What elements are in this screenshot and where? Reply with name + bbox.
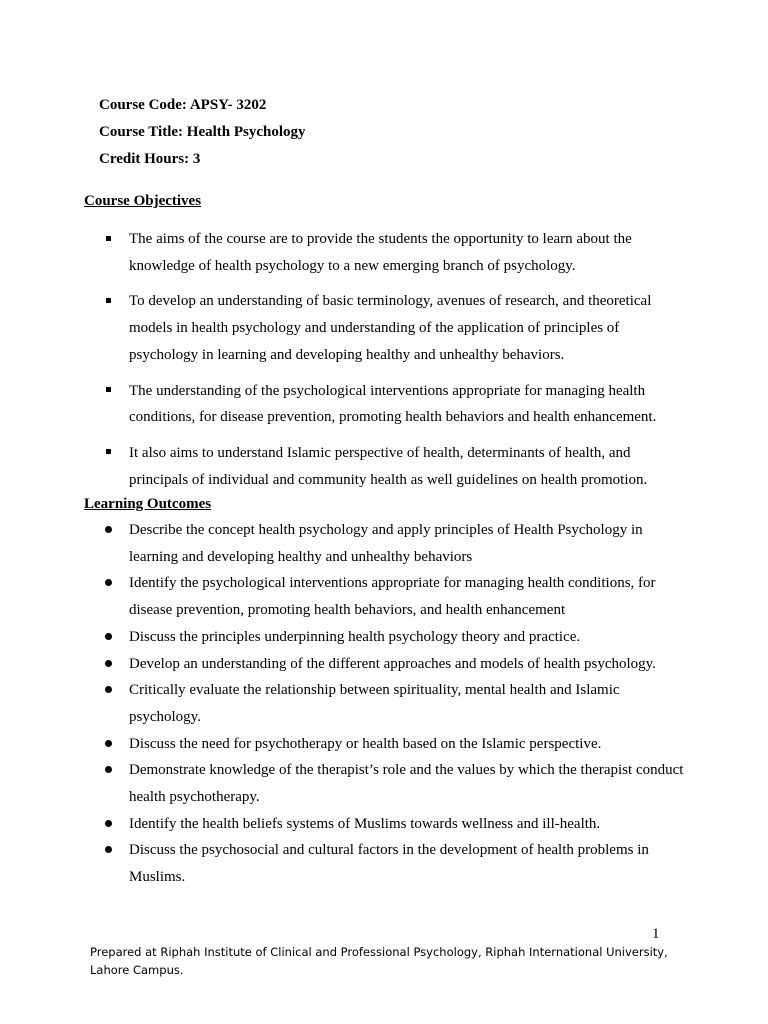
square-bullet-icon bbox=[106, 449, 111, 454]
objective-text: The understanding of the psychological interventions appropriate for managing health conditions, for disease prevention, promoting health behaviors and health enhancement. bbox=[129, 382, 657, 426]
list-item bbox=[84, 378, 684, 431]
outcome-text: Discuss the psychosocial and cultural factors in the development of health problems in Muslims. bbox=[129, 842, 649, 886]
square-bullet-icon bbox=[106, 387, 111, 392]
round-bullet-icon bbox=[105, 660, 112, 667]
list-item bbox=[84, 624, 684, 651]
course-objectives-heading: Course Objectives bbox=[84, 193, 202, 209]
page-footer bbox=[90, 944, 670, 979]
page-number: 1 bbox=[652, 926, 660, 942]
list-item bbox=[84, 517, 684, 570]
objective-text: To develop an understanding of basic terminology, avenues of research, and theoretical models in health psychology and understanding of the application of principles of psychology in learning and developing healthy and unhealthy behaviors. bbox=[129, 293, 652, 363]
outcome-text: Identify the psychological interventions appropriate for managing health conditions, for disease prevention, promoting health behaviors, and health enhancement bbox=[129, 575, 656, 619]
outcome-text: Describe the concept health psychology and apply principles of Health Psychology in learning and developing healthy and unhealthy behaviors bbox=[129, 522, 643, 565]
list-item bbox=[84, 651, 684, 678]
list-item bbox=[84, 837, 684, 890]
round-bullet-icon bbox=[105, 579, 112, 586]
list-item bbox=[84, 677, 684, 730]
outcome-text: Demonstrate knowledge of the therapist’s role and the values by which the therapist conduct health psychotherapy. bbox=[129, 762, 684, 806]
list-item bbox=[84, 440, 684, 493]
list-item bbox=[84, 570, 684, 623]
learning-outcomes-heading: Learning Outcomes bbox=[84, 496, 212, 512]
outcome-text: Develop an understanding of the different approaches and models of health psychology. bbox=[129, 655, 656, 672]
round-bullet-icon bbox=[105, 766, 112, 773]
list-item bbox=[84, 811, 684, 838]
outcome-text: Discuss the principles underpinning health psychology theory and practice. bbox=[129, 628, 581, 645]
list-item bbox=[84, 226, 684, 279]
outcomes-list bbox=[84, 517, 684, 891]
round-bullet-icon bbox=[105, 740, 112, 747]
footer-line: Lahore Campus. bbox=[90, 962, 184, 977]
course-title: Course Title: Health Psychology bbox=[99, 124, 306, 140]
course-code: Course Code: APSY- 3202 bbox=[99, 97, 267, 113]
course-header bbox=[99, 92, 306, 173]
list-item bbox=[84, 757, 684, 810]
objective-text: It also aims to understand Islamic perspective of health, determinants of health, and principals of individual and community health as well guidelines on health promotion. bbox=[129, 444, 648, 488]
square-bullet-icon bbox=[106, 298, 111, 303]
round-bullet-icon bbox=[105, 820, 112, 827]
outcome-text: Discuss the need for psychotherapy or health based on the Islamic perspective. bbox=[129, 735, 602, 752]
round-bullet-icon bbox=[105, 686, 112, 693]
round-bullet-icon bbox=[105, 633, 112, 640]
credit-hours: Credit Hours: 3 bbox=[99, 151, 201, 167]
footer-line: Prepared at Riphah Institute of Clinical and Professional Psychology, Riphah International University, bbox=[90, 945, 668, 959]
outcome-text: Critically evaluate the relationship between spirituality, mental health and Islamic psychology. bbox=[129, 682, 620, 725]
objective-text: The aims of the course are to provide the students the opportunity to learn about the knowledge of health psychology to a new emerging branch of psychology. bbox=[129, 231, 632, 274]
outcome-text: Identify the health beliefs systems of Muslims towards wellness and ill-health. bbox=[129, 815, 601, 832]
objectives-list bbox=[84, 226, 684, 502]
square-bullet-icon bbox=[106, 236, 111, 241]
round-bullet-icon bbox=[105, 846, 112, 853]
list-item bbox=[84, 288, 684, 368]
round-bullet-icon bbox=[105, 526, 112, 533]
list-item bbox=[84, 731, 684, 758]
